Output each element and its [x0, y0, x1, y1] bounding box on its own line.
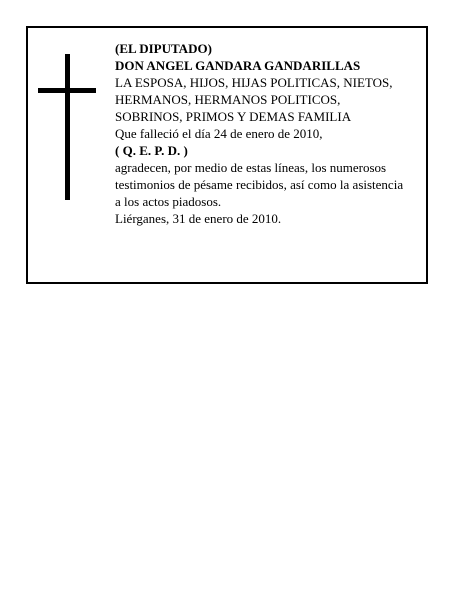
cross-vertical-bar: [65, 54, 70, 200]
family-line-3: SOBRINOS, PRIMOS Y DEMAS FAMILIA: [115, 109, 352, 124]
thanks-line-2: testimonios de pésame recibidos, así como la asistencia: [115, 177, 404, 192]
place-and-date: Liérganes, 31 de enero de 2010.: [115, 211, 282, 226]
thanks-line-1: agradecen, por medio de estas líneas, los numerosos: [115, 160, 387, 175]
thanks-line-3: a los actos piadosos.: [115, 194, 222, 209]
cross-horizontal-bar: [38, 88, 96, 93]
rip-abbreviation: ( Q. E. P. D. ): [115, 143, 188, 158]
family-line-1: LA ESPOSA, HIJOS, HIJAS POLITICAS, NIETOS,: [115, 75, 393, 90]
deceased-title: (EL DIPUTADO): [115, 41, 212, 56]
deceased-name: DON ANGEL GANDARA GANDARILLAS: [115, 58, 361, 73]
family-line-2: HERMANOS, HERMANOS POLITICOS,: [115, 92, 341, 107]
death-date: Que falleció el día 24 de enero de 2010,: [115, 126, 323, 141]
latin-cross-icon: [38, 54, 96, 200]
notice-text: [115, 40, 420, 227]
obituary-notice: [26, 26, 428, 284]
